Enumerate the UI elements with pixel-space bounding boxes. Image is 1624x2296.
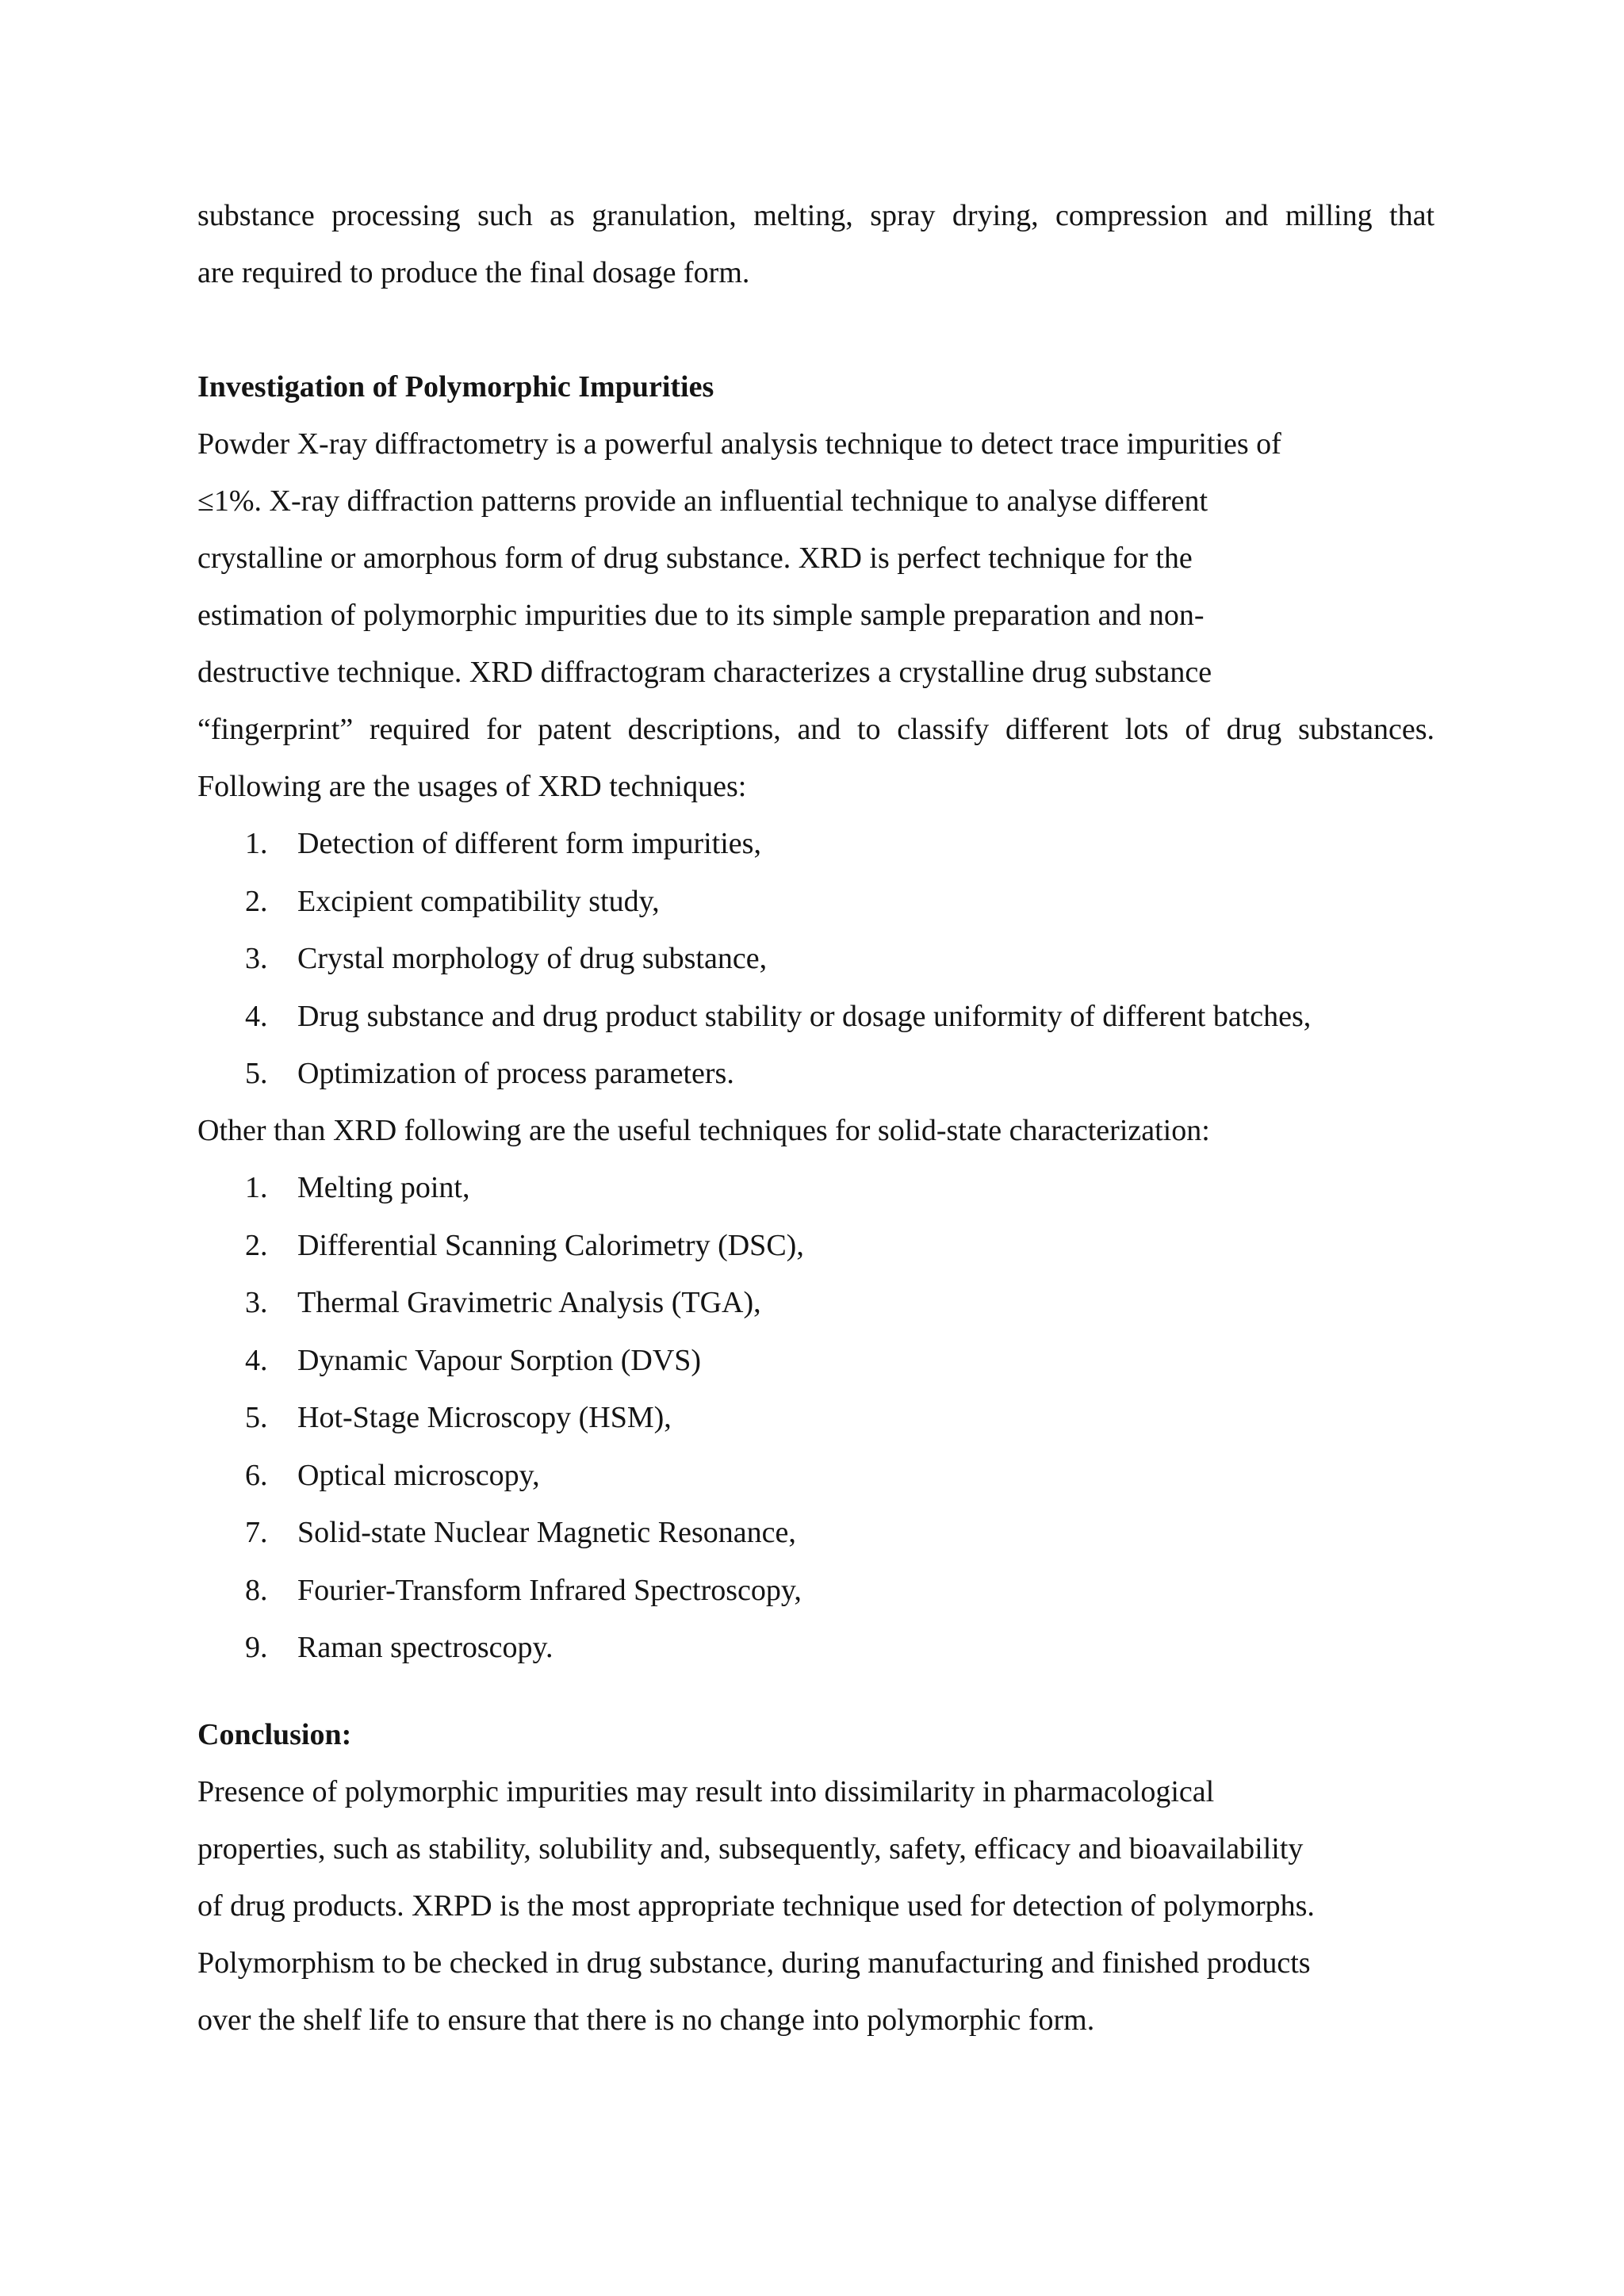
- conclusion-para-line: Presence of polymorphic impurities may result into dissimilarity in pharmacological: [197, 1775, 1215, 1808]
- list-item: [245, 1628, 804, 1667]
- list-item-number: 5.: [245, 1401, 268, 1434]
- list-item: [245, 997, 1311, 1035]
- investigation-para-line: “fingerprint” required for patent descriptions, and to classify different lots of drug substances.: [197, 713, 1434, 746]
- list-item-text: Excipient compatibility study,: [297, 884, 660, 918]
- list-item-number: 2.: [245, 1228, 268, 1262]
- other-techniques-intro: Other than XRD following are the useful techniques for solid-state characterization:: [197, 1114, 1210, 1147]
- list-item-number: 1.: [245, 827, 268, 860]
- list-item-number: 4.: [245, 999, 268, 1033]
- list-item: [245, 1399, 804, 1437]
- list-item-text: Differential Scanning Calorimetry (DSC),: [297, 1228, 804, 1262]
- list-item: [245, 1284, 804, 1322]
- section-heading-investigation: Investigation of Polymorphic Impurities: [197, 370, 714, 404]
- list-item-number: 2.: [245, 884, 268, 918]
- list-item-text: Melting point,: [297, 1171, 470, 1204]
- list-item-number: 6.: [245, 1458, 268, 1492]
- list-item-number: 7.: [245, 1516, 268, 1549]
- list-item-text: Raman spectroscopy.: [297, 1631, 553, 1664]
- investigation-para-line: ≤1%. X-ray diffraction patterns provide an influential technique to analyse different: [197, 484, 1208, 518]
- list-item-number: 4.: [245, 1343, 268, 1377]
- investigation-para-line: Powder X-ray diffractometry is a powerful analysis technique to detect trace impurities of: [197, 427, 1281, 461]
- list-item-number: 1.: [245, 1171, 268, 1204]
- list-item: [245, 1226, 804, 1265]
- list-item-text: Detection of different form impurities,: [297, 827, 761, 860]
- list-item: [245, 1341, 804, 1380]
- list-item: [245, 825, 1311, 863]
- list-item-number: 3.: [245, 1286, 268, 1319]
- list-item: [245, 939, 1311, 978]
- list-item-text: Crystal morphology of drug substance,: [297, 942, 768, 975]
- list-item-number: 3.: [245, 942, 268, 975]
- conclusion-para-line: of drug products. XRPD is the most appropriate technique used for detection of polymorphs.: [197, 1889, 1315, 1923]
- list-item: [245, 1571, 804, 1609]
- investigation-para-line: crystalline or amorphous form of drug substance. XRD is perfect technique for the: [197, 541, 1193, 575]
- list-item: [245, 1513, 804, 1552]
- list-item-number: 5.: [245, 1057, 268, 1090]
- list-item-text: Drug substance and drug product stability or dosage uniformity of different batches,: [297, 999, 1312, 1033]
- list-item-text: Optimization of process parameters.: [297, 1057, 734, 1090]
- list-item-text: Solid-state Nuclear Magnetic Resonance,: [297, 1516, 796, 1549]
- xrd-usages-list: [245, 825, 1311, 1112]
- list-item-text: Thermal Gravimetric Analysis (TGA),: [297, 1286, 761, 1319]
- list-item-text: Dynamic Vapour Sorption (DVS): [297, 1343, 702, 1377]
- section-heading-conclusion: Conclusion:: [197, 1718, 352, 1751]
- investigation-para-line: estimation of polymorphic impurities due to its simple sample preparation and non-: [197, 599, 1205, 632]
- list-item-text: Fourier-Transform Infrared Spectroscopy,: [297, 1573, 802, 1607]
- conclusion-para-line: over the shelf life to ensure that there is no change into polymorphic form.: [197, 2003, 1095, 2037]
- list-item: [245, 882, 1311, 920]
- list-item-number: 8.: [245, 1573, 268, 1607]
- list-item: [245, 1456, 804, 1494]
- list-item-text: Optical microscopy,: [297, 1458, 540, 1492]
- intro-line-1: substance processing such as granulation, melting, spray drying, compression and milling that: [197, 199, 1434, 232]
- list-item-text: Hot-Stage Microscopy (HSM),: [297, 1401, 672, 1434]
- techniques-list: [245, 1169, 804, 1686]
- list-item: [245, 1054, 1311, 1093]
- investigation-para-line: destructive technique. XRD diffractogram characterizes a crystalline drug substance: [197, 656, 1212, 689]
- conclusion-para-line: properties, such as stability, solubility and, subsequently, safety, efficacy and bioavailability: [197, 1832, 1304, 1866]
- intro-line-2: are required to produce the final dosage form.: [197, 256, 750, 289]
- list-item: [245, 1169, 804, 1207]
- investigation-para-line: Following are the usages of XRD techniques:: [197, 770, 747, 803]
- list-item-number: 9.: [245, 1631, 268, 1664]
- conclusion-para-line: Polymorphism to be checked in drug substance, during manufacturing and finished products: [197, 1946, 1311, 1980]
